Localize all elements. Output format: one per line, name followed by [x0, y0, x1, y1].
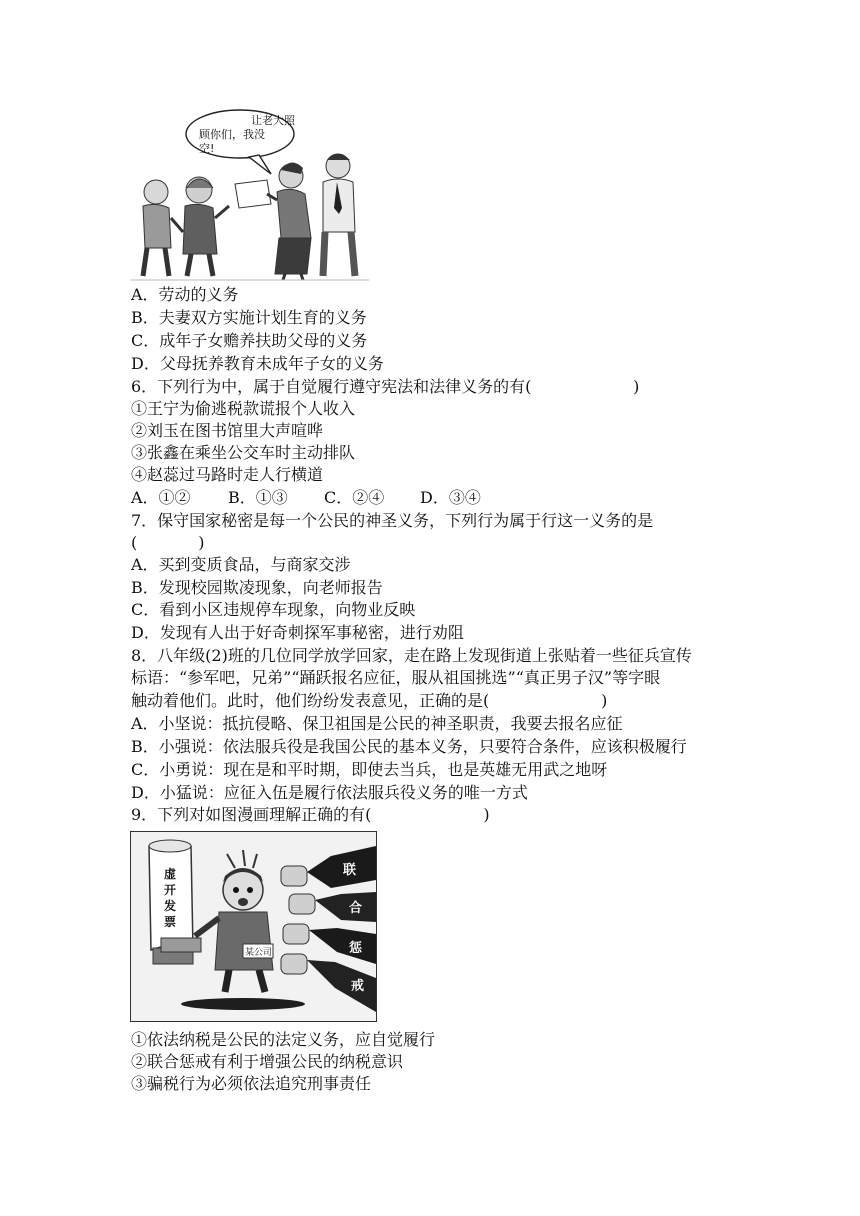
q7-option-c: C．看到小区违规停车现象，向物业反映 — [131, 600, 416, 619]
sign-char-2: 合 — [349, 901, 363, 916]
q6-item-3: ③张鑫在乘坐公交车时主动排队 — [131, 443, 356, 462]
sign-char-1: 联 — [343, 863, 357, 878]
q5-option-d: D．父母抚养教育未成年子女的义务 — [131, 354, 384, 373]
company-badge: 某公司 — [245, 948, 273, 958]
q9-item-3: ③骗税行为必须依法追究刑事责任 — [131, 1074, 372, 1093]
q6-item-2: ②刘玉在图书馆里大声喧哗 — [131, 421, 324, 440]
speech-line-2: 顾你们，我没 — [199, 128, 265, 141]
q5-option-a: A．劳动的义务 — [131, 285, 239, 304]
q7-option-b: B．发现校园欺凌现象，向老师报告 — [131, 578, 383, 597]
q7-stem-line-2: ( ) — [131, 533, 205, 552]
cartoon-tax-fraud-illustration — [130, 831, 377, 1022]
q6-option-a: A．①② — [131, 488, 191, 507]
q6-stem: 6．下列行为中，属于自觉履行遵守宪法和法律义务的有( ) — [131, 377, 640, 396]
sign-char-3: 惩 — [349, 941, 363, 956]
q8-stem-line-3: 触动着他们。此时，他们纷纷发表意见，正确的是( ) — [131, 691, 608, 710]
q5-option-b: B．夫妻双方实施计划生育的义务 — [131, 308, 367, 327]
sign-char-4: 戒 — [351, 979, 365, 994]
q8-stem-line-2: 标语：“参军吧，兄弟”“踊跃报名应征，服从祖国挑选”“真正男子汉”等字眼 — [131, 668, 661, 687]
q9-item-2: ②联合惩戒有利于增强公民的纳税意识 — [131, 1052, 404, 1071]
q8-option-a: A．小坚说：抵抗侵略、保卫祖国是公民的神圣职责，我要去报名应征 — [131, 714, 623, 733]
scroll-char-2: 开 — [164, 883, 177, 897]
scroll-char-3: 发 — [164, 899, 177, 913]
q6-item-1: ①王宁为偷逃税款谎报个人收入 — [131, 399, 356, 418]
q9-item-1: ①依法纳税是公民的法定义务，应自觉履行 — [131, 1030, 436, 1049]
q8-option-b: B．小强说：依法服兵役是我国公民的基本义务，只要符合条件，应该积极履行 — [131, 737, 687, 756]
q8-option-c: C．小勇说：现在是和平时期，即使去当兵，也是英雄无用武之地呀 — [131, 760, 608, 779]
speech-line-1: 让老大照 — [251, 114, 295, 127]
speech-line-3: 空! — [199, 142, 215, 155]
scroll-char-4: 票 — [164, 915, 177, 929]
cartoon-elderly-parents-illustration — [131, 108, 369, 282]
q5-option-c: C．成年子女赡养扶助父母的义务 — [131, 331, 368, 350]
scroll-char-1: 虚 — [164, 867, 177, 881]
q7-option-a: A．买到变质食品，与商家交涉 — [131, 555, 351, 574]
q8-option-d: D．小猛说：应征入伍是履行依法服兵役义务的唯一方式 — [131, 783, 528, 802]
q9-stem: 9．下列对如图漫画理解正确的有( ) — [131, 805, 490, 824]
q8-stem-line-1: 8．八年级(2)班的几位同学放学回家，走在路上发现街道上张贴着一些征兵宣传 — [131, 646, 692, 665]
q6-option-d: D．③④ — [420, 488, 481, 507]
q6-option-c: C．②④ — [324, 488, 385, 507]
q7-option-d: D．发现有人出于好奇刺探军事秘密，进行劝阻 — [131, 623, 464, 642]
q7-stem-line-1: 7．保守国家秘密是每一个公民的神圣义务，下列行为属于行这一义务的是 — [131, 511, 654, 530]
q6-item-4: ④赵蕊过马路时走人行横道 — [131, 465, 324, 484]
q6-option-b: B．①③ — [228, 488, 288, 507]
